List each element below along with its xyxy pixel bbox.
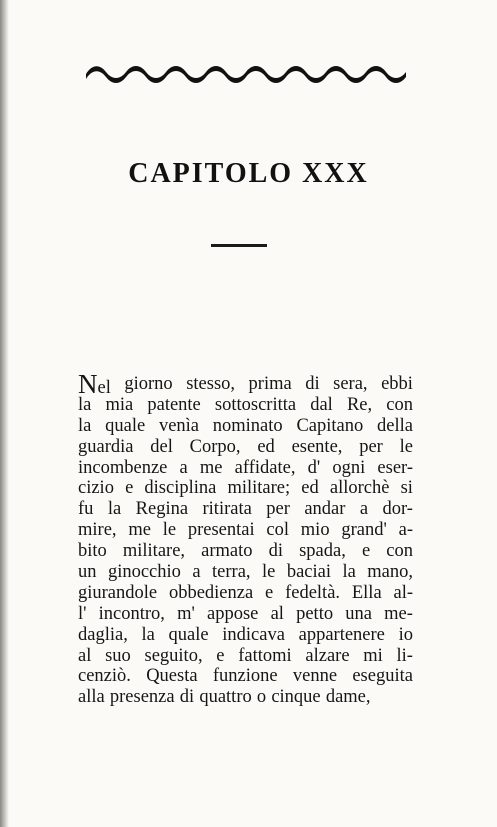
word: col xyxy=(266,520,290,541)
word: a xyxy=(192,562,201,583)
word: fattomi xyxy=(238,645,292,666)
text-line xyxy=(78,499,413,520)
word: mano, xyxy=(367,562,413,583)
word: con xyxy=(386,541,413,562)
word: affidate, xyxy=(234,457,296,478)
word: suo xyxy=(105,645,131,666)
word: presentai xyxy=(187,520,255,541)
word: ginocchio xyxy=(107,562,181,583)
word: a xyxy=(359,499,369,520)
word: disciplina xyxy=(144,478,217,499)
word: Re, xyxy=(346,394,373,415)
word: ritirata xyxy=(202,499,252,520)
word: appartenere xyxy=(298,624,385,645)
word: allorchè xyxy=(329,478,390,499)
word: per xyxy=(359,436,383,457)
word: terra, xyxy=(212,562,251,583)
word: esente, xyxy=(291,436,343,457)
word: giorno xyxy=(124,374,173,394)
word: obbedienza xyxy=(168,582,254,603)
word: d' xyxy=(307,457,321,478)
word: la xyxy=(78,415,92,436)
word: le xyxy=(262,562,276,583)
word: fedeltà. xyxy=(285,582,341,603)
word: cenziò. xyxy=(78,666,131,687)
word: incontro, xyxy=(98,603,165,624)
word: una xyxy=(345,603,372,624)
word: al xyxy=(78,645,92,666)
word: Questa xyxy=(146,666,198,687)
text-line xyxy=(78,395,413,416)
text-line xyxy=(78,646,413,667)
word: e xyxy=(265,582,274,603)
text-line xyxy=(78,625,413,646)
word: Ella xyxy=(351,582,382,603)
word: di xyxy=(305,374,320,394)
word: alzare xyxy=(305,645,350,666)
word: baciai xyxy=(286,562,331,583)
body-text xyxy=(78,369,413,708)
word: dal xyxy=(310,394,333,415)
word: quattro xyxy=(199,687,252,708)
text-line xyxy=(78,520,413,541)
word: sottoscritta xyxy=(214,394,297,415)
text-line xyxy=(78,583,413,604)
title-rule xyxy=(211,244,267,247)
word: presenza xyxy=(109,687,175,708)
word: a- xyxy=(398,520,413,541)
word: Capitano xyxy=(296,415,364,436)
word: mia xyxy=(105,394,134,415)
word: ed xyxy=(257,436,275,457)
word: quale xyxy=(105,415,146,436)
text-line xyxy=(78,369,413,399)
word: seguito, xyxy=(144,645,203,666)
word: fu xyxy=(78,499,94,520)
text-line xyxy=(78,458,413,479)
word: incombenze xyxy=(78,457,168,478)
word: di xyxy=(179,687,195,708)
word: eseguita xyxy=(352,666,413,687)
word: a xyxy=(179,457,188,478)
word: l' xyxy=(78,603,87,624)
word: la xyxy=(342,562,356,583)
word: me xyxy=(199,457,223,478)
word: prima xyxy=(248,374,292,394)
word: e xyxy=(216,645,225,666)
word: venne xyxy=(292,666,338,687)
word: al- xyxy=(393,582,413,603)
word: spada, xyxy=(299,541,346,562)
word: li- xyxy=(396,645,413,666)
word: si xyxy=(400,478,413,499)
word: Regina xyxy=(135,499,189,520)
word: di xyxy=(268,541,283,562)
text-line xyxy=(78,604,413,625)
word: cinque xyxy=(271,687,321,708)
word: dame, xyxy=(325,687,371,708)
word: alla xyxy=(78,687,105,708)
word: me- xyxy=(384,603,413,624)
word: venìa xyxy=(158,415,200,436)
word: indicava xyxy=(222,624,285,645)
word: ogni xyxy=(332,457,366,478)
word: patente xyxy=(147,394,201,415)
word: al xyxy=(270,603,284,624)
chapter-title: CAPITOLO XXX xyxy=(128,158,369,189)
word: e xyxy=(361,541,371,562)
word: me xyxy=(128,520,151,541)
word: del xyxy=(150,436,173,457)
word: ed xyxy=(301,478,319,499)
text-line xyxy=(78,416,413,437)
page-gutter-shadow xyxy=(0,0,9,827)
word: io xyxy=(398,624,413,645)
word: dor- xyxy=(382,499,413,520)
word: appose xyxy=(207,603,259,624)
text-line xyxy=(78,541,413,562)
word: andar xyxy=(304,499,346,520)
word: m' xyxy=(177,603,195,624)
word: sera, xyxy=(333,374,368,394)
word: grand' xyxy=(341,520,387,541)
word: con xyxy=(386,394,413,415)
word: le xyxy=(162,520,177,541)
text-line xyxy=(78,666,413,687)
word: la xyxy=(107,499,122,520)
word: la xyxy=(141,624,155,645)
word: mi xyxy=(363,645,383,666)
wave-ornament-icon xyxy=(86,60,406,86)
word: mio xyxy=(300,520,330,541)
word: mire, xyxy=(78,520,117,541)
word: Nel xyxy=(78,369,111,399)
text-line xyxy=(78,437,413,458)
word: quale xyxy=(168,624,209,645)
word: petto xyxy=(296,603,334,624)
word: militare; xyxy=(227,478,291,499)
word: e xyxy=(125,478,134,499)
word: militare, xyxy=(122,541,186,562)
word: un xyxy=(78,562,97,583)
word: stesso, xyxy=(186,374,236,394)
drop-cap: N xyxy=(78,369,98,399)
word: della xyxy=(377,415,413,436)
word: guardia xyxy=(78,436,134,457)
word: armato xyxy=(201,541,253,562)
text-line xyxy=(78,562,413,583)
word: Corpo, xyxy=(189,436,241,457)
word: la xyxy=(78,394,92,415)
word: bito xyxy=(78,541,107,562)
word: le xyxy=(399,436,413,457)
word: funzione xyxy=(212,666,278,687)
text-line xyxy=(78,687,413,708)
word: daglia, xyxy=(78,624,128,645)
word: cizio xyxy=(78,478,114,499)
word: per xyxy=(266,499,290,520)
word: nominato xyxy=(212,415,283,436)
word: o xyxy=(256,687,267,708)
word: eser- xyxy=(377,457,413,478)
word: giurandole xyxy=(78,582,158,603)
text-line xyxy=(78,478,413,499)
word: ebbi xyxy=(381,374,413,394)
